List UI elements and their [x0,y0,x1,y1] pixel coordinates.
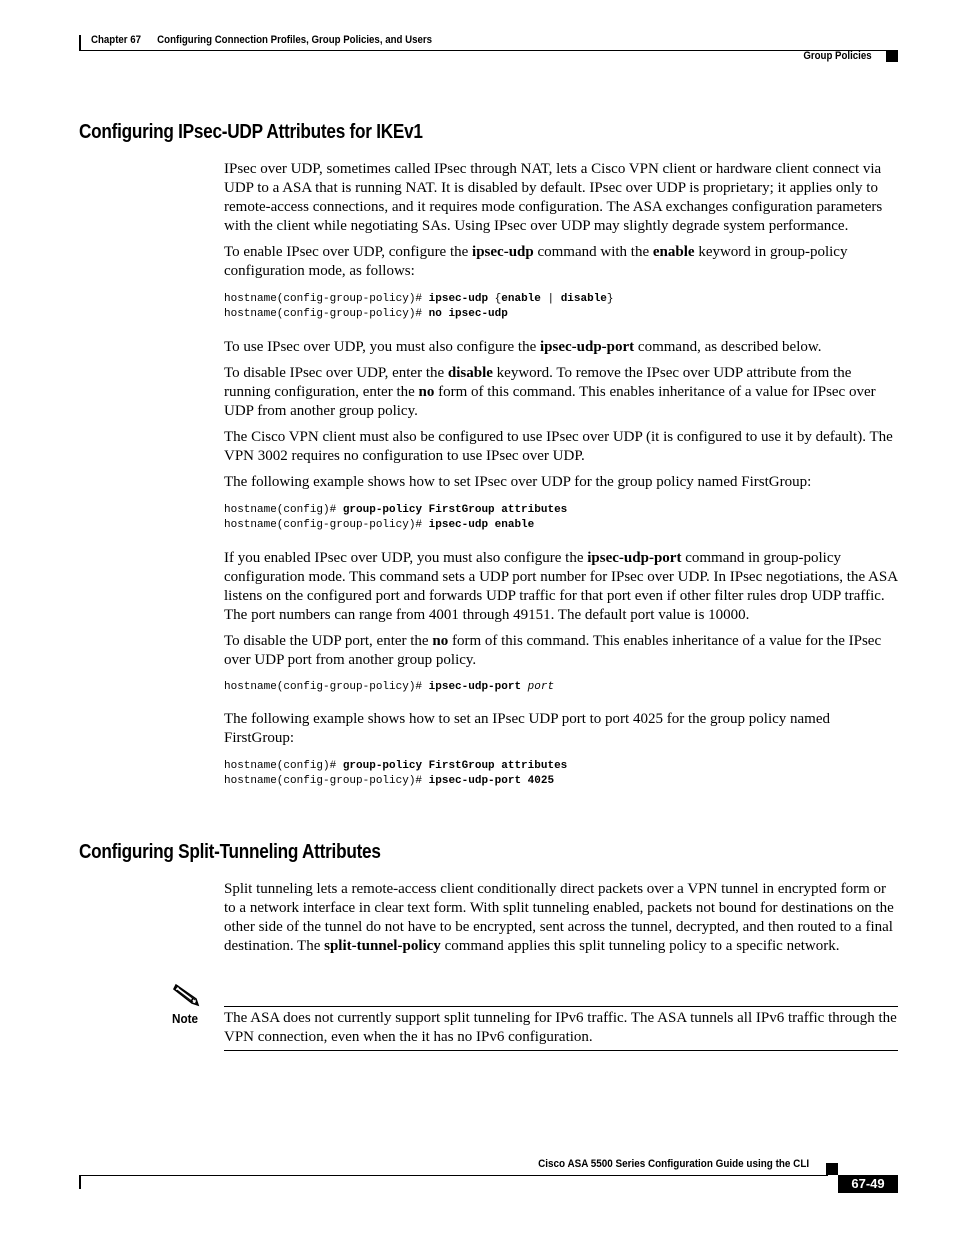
paragraph: IPsec over UDP, sometimes called IPsec through NAT, lets a Cisco VPN client or hardware client connect via UDP to a ASA that is running NAT. It is disabled by default. IPsec over UDP is proprietary; it applies only to remote-access connections, and it requires mode configuration. The ASA exchanges configuration parameters with the client while negotiating SAs. Using IPsec over UDP may slightly degrade system performance. [224,161,883,234]
paragraph: The following example shows how to set an IPsec UDP port to port 4025 for the group policy named FirstGroup: [224,711,831,746]
running-header-section: Group Policies [803,50,872,62]
code-block: hostname(config)# group-policy FirstGroup attributes hostname(config-group-policy)# ipsec-udp-port 4025 [224,760,568,787]
paragraph: To disable the UDP port, enter the no form of this command. This enables inheritance of a value for the IPsec over UDP port from another group policy. [224,633,882,668]
paragraph: To disable IPsec over UDP, enter the disable keyword. To remove the IPsec over UDP attribute from the running configuration, enter the no form of this command. This enables inheritance of a value for IPsec over UDP from another group policy. [224,365,876,419]
footer-rule [79,1175,828,1176]
paragraph: To use IPsec over UDP, you must also configure the ipsec-udp-port command, as described below. [224,339,822,355]
header-rule [79,50,897,51]
code-block: hostname(config-group-policy)# ipsec-udp {enable | disable} hostname(config-group-policy)# no ipsec-udp [224,293,614,320]
section-heading-split-tunneling: Configuring Split-Tunneling Attributes [79,841,381,863]
section-body-split-tunneling [224,880,899,963]
paragraph: To enable IPsec over UDP, configure the ipsec-udp command with the enable keyword in group-policy configuration mode, as follows: [224,244,848,279]
pencil-note-icon [172,983,200,1007]
header-marker-box [886,50,898,62]
page-number: 67-49 [838,1175,898,1193]
footer-left-bar [79,1175,81,1189]
paragraph: Split tunneling lets a remote-access client conditionally direct packets over a VPN tunnel in encrypted form or to a network interface in clear text form. With split tunneling enabled, packets not bound for destinations on the other side of the tunnel do not have to be encrypted, sent across the tunnel, decrypted, and then routed to a final destination. The split-tunnel-policy command applies this split tunneling policy to a specific network. [224,881,894,954]
code-block: hostname(config)# group-policy FirstGroup attributes hostname(config-group-policy)# ipsec-udp enable [224,504,568,531]
note-label: Note [172,1011,199,1026]
section-body-ipsec-udp [224,160,899,801]
header-left-bar [79,35,81,51]
code-block: hostname(config-group-policy)# ipsec-udp-port port [224,681,555,693]
note-bottom-rule [224,1050,898,1051]
running-footer-title: Cisco ASA 5500 Series Configuration Guide using the CLI [537,1158,809,1170]
paragraph: The Cisco VPN client must also be configured to use IPsec over UDP (it is configured to use it by default). The VPN 3002 requires no configuration to use IPsec over UDP. [224,429,893,464]
section-heading-ipsec-udp: Configuring IPsec-UDP Attributes for IKEv1 [79,121,423,143]
paragraph: The following example shows how to set IPsec over UDP for the group policy named FirstGroup: [224,474,812,490]
note-top-rule [224,1006,898,1007]
footer-marker-box [826,1163,838,1175]
note-text: The ASA does not currently support split tunneling for IPv6 traffic. The ASA tunnels all IPv6 traffic through the VPN connection, even when the it has no IPv6 configuration. [224,1010,897,1045]
paragraph: If you enabled IPsec over UDP, you must also configure the ipsec-udp-port command in group-policy configuration mode. This command sets a UDP port number for IPsec over UDP. In IPsec negotiations, the ASA listens on the configured port and forwards UDP traffic for that port even if other filter rules drop UDP traffic. The port numbers can range from 4001 through 49151. The default port value is 10000. [224,550,898,623]
running-header-chapter: Chapter 67 Configuring Connection Profiles, Group Policies, and Users [91,34,433,46]
